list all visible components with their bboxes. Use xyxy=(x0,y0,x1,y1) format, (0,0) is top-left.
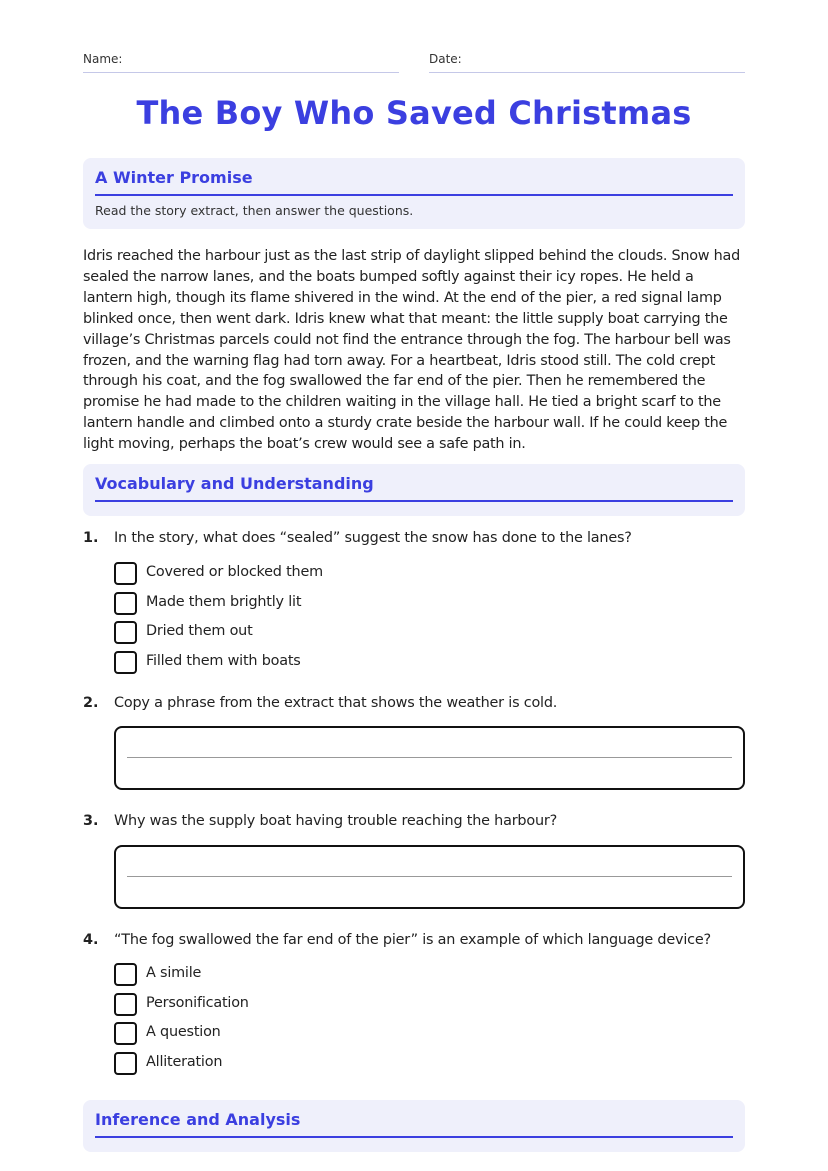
checkbox[interactable] xyxy=(114,1052,137,1075)
checkbox[interactable] xyxy=(114,1022,137,1045)
question-text: Why was the supply boat having trouble reaching the harbour? xyxy=(114,813,558,829)
option-label: Covered or blocked them xyxy=(146,564,323,580)
header-fields xyxy=(83,52,745,74)
section-title: Vocabulary and Understanding xyxy=(95,474,733,502)
page-title: The Boy Who Saved Christmas xyxy=(136,94,692,132)
section-header-vocabulary xyxy=(83,464,745,516)
option-label: Filled them with boats xyxy=(146,653,301,669)
question-text: “The fog swallowed the far end of the pier” is an example of which language device? xyxy=(114,932,711,948)
checkbox[interactable] xyxy=(114,621,137,644)
option-label: A simile xyxy=(146,965,202,981)
question-number: 3. xyxy=(83,813,99,829)
section-header-story xyxy=(83,158,745,229)
question-text: Copy a phrase from the extract that shows the weather is cold. xyxy=(114,695,558,711)
answer-line xyxy=(127,876,732,877)
section-instructions: Read the story extract, then answer the questions. xyxy=(95,203,414,218)
section-title: A Winter Promise xyxy=(95,168,733,196)
section-title: Inference and Analysis xyxy=(95,1110,733,1138)
name-field[interactable] xyxy=(83,52,399,73)
checkbox[interactable] xyxy=(114,562,137,585)
question-number: 1. xyxy=(83,530,99,546)
story-passage: Idris reached the harbour just as the last strip of daylight slipped behind the clouds. Snow had sealed the narrow lanes, and the boats bumped softly against their icy ropes. He held a lantern high, though its flame shivered in the wind. At the end of the pier, a red signal lamp blinked once, then went dark. Idris knew what that meant: the little supply boat carrying the village’s Christmas parcels could not find the entrance through the fog. The harbour bell was frozen, and the warning flag had torn away. For a heartbeat, Idris stood still. The cold crept through his coat, and the fog swallowed the far end of the pier. Then he remembered the promise he had made to the children waiting in the village hall. He tied a bright scarf to the lantern handle and climbed onto a sturdy crate beside the harbour wall. If he could keep the light moving, perhaps the boat’s crew would see a safe path in. xyxy=(83,248,740,453)
option-label: Alliteration xyxy=(146,1054,223,1070)
option-label: Personification xyxy=(146,995,249,1011)
checkbox[interactable] xyxy=(114,963,137,986)
option-label: Dried them out xyxy=(146,623,253,639)
section-header-inference xyxy=(83,1100,745,1152)
question-number: 2. xyxy=(83,695,99,711)
question-number: 4. xyxy=(83,932,99,948)
date-label: Date: xyxy=(429,52,462,66)
answer-box[interactable] xyxy=(114,845,745,909)
question-text: In the story, what does “sealed” suggest the snow has done to the lanes? xyxy=(114,530,632,546)
answer-box[interactable] xyxy=(114,726,745,790)
answer-line xyxy=(127,757,732,758)
option-label: Made them brightly lit xyxy=(146,594,302,610)
checkbox[interactable] xyxy=(114,651,137,674)
checkbox[interactable] xyxy=(114,592,137,615)
checkbox[interactable] xyxy=(114,993,137,1016)
name-label: Name: xyxy=(83,52,123,66)
option-label: A question xyxy=(146,1024,221,1040)
date-field[interactable] xyxy=(429,52,745,73)
